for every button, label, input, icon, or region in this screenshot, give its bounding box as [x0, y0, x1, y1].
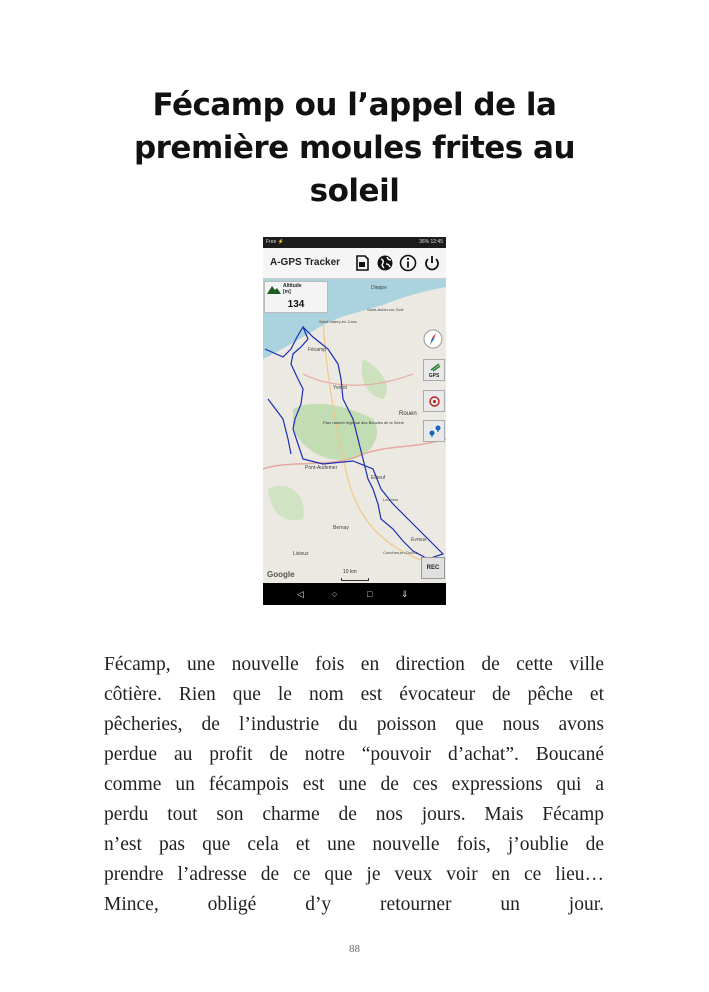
gps-label: GPS [428, 373, 440, 379]
title-line: première moules frites au [133, 130, 576, 166]
sd-card-icon[interactable] [353, 254, 371, 272]
route-pins-icon [428, 424, 442, 438]
map-label: Saint-Aubin-sur-Scie [367, 307, 404, 312]
map-label: Bernay [333, 525, 349, 531]
map-label: Yvetot [333, 385, 347, 391]
body-line: Fécamp, une nouvelle fois en direction de cette ville [104, 654, 604, 675]
body-paragraph [104, 650, 604, 920]
gps-button[interactable] [423, 359, 445, 381]
body-line: pêcheries, de l’industrie du poisson que nous avons [104, 714, 604, 735]
app-bar [263, 248, 446, 279]
chapter-title [90, 84, 619, 213]
body-line: perdu tout son charme de nos jours. Mais Fécamp [104, 804, 604, 825]
map-label: Pont-Audemer [305, 465, 338, 471]
globe-icon[interactable] [376, 254, 394, 272]
status-right: 36% 12:45 [419, 239, 443, 245]
compass-icon[interactable] [423, 329, 443, 349]
status-bar [263, 237, 446, 248]
title-line: soleil [309, 173, 400, 209]
body-line: Mince, obligé d’y retourner un jour. [104, 894, 604, 915]
locate-button[interactable] [423, 390, 445, 412]
map-label: Lisieux [293, 551, 309, 557]
map-label: Conches-en-Ouche [383, 550, 418, 555]
home-icon[interactable]: ○ [332, 589, 338, 599]
page-number: 88 [349, 943, 360, 955]
map-label: Elbeuf [371, 475, 386, 481]
recents-icon[interactable]: □ [367, 589, 373, 599]
app-title: A-GPS Tracker [270, 257, 341, 268]
altitude-label: Altitude [m] [283, 283, 302, 295]
mountain-icon [267, 284, 281, 294]
altitude-value: 134 [287, 299, 305, 310]
app-screenshot [263, 237, 446, 605]
record-button[interactable]: REC [421, 557, 445, 579]
crosshair-icon [428, 395, 441, 408]
map-label: Saint-Valery-en-Caux [319, 319, 357, 324]
back-icon[interactable]: ◁ [297, 589, 304, 599]
body-line: prendre l’adresse de ce que je veux voir en ce lieu… [104, 864, 604, 885]
download-icon[interactable]: ⇓ [401, 589, 409, 599]
map-label: Rouen [399, 411, 417, 417]
body-line: n’est pas que cela et une nouvelle fois, j’oublie de [104, 834, 604, 855]
power-icon[interactable] [423, 254, 441, 272]
body-line: comme un fécampois est une de ces expressions qui a [104, 774, 604, 795]
google-logo: Google [267, 570, 295, 579]
map-label: Parc naturel régional des Boucles de la Seine [323, 420, 404, 425]
map-view[interactable] [263, 279, 446, 583]
status-left: Free ⚡ [266, 239, 284, 245]
body-line: côtière. Rien que le nom est évocateur de pêche et [104, 684, 604, 705]
map-scale-bar [341, 578, 369, 581]
map-label: Fécamp [308, 347, 327, 353]
map-scale-label: 10 km [343, 569, 357, 575]
info-icon[interactable] [399, 254, 417, 272]
route-button[interactable] [423, 420, 445, 442]
satellite-icon [429, 362, 441, 372]
map-label: Louviers [383, 497, 399, 502]
map-label: Evreux [411, 537, 427, 543]
body-line: perdue au profit de notre “pouvoir d’achat”. Boucané [104, 744, 604, 765]
title-line: Fécamp ou l’appel de la [152, 87, 557, 123]
android-nav-bar [263, 583, 446, 605]
altitude-panel [264, 281, 328, 313]
map-label: Dieppe [371, 285, 387, 291]
